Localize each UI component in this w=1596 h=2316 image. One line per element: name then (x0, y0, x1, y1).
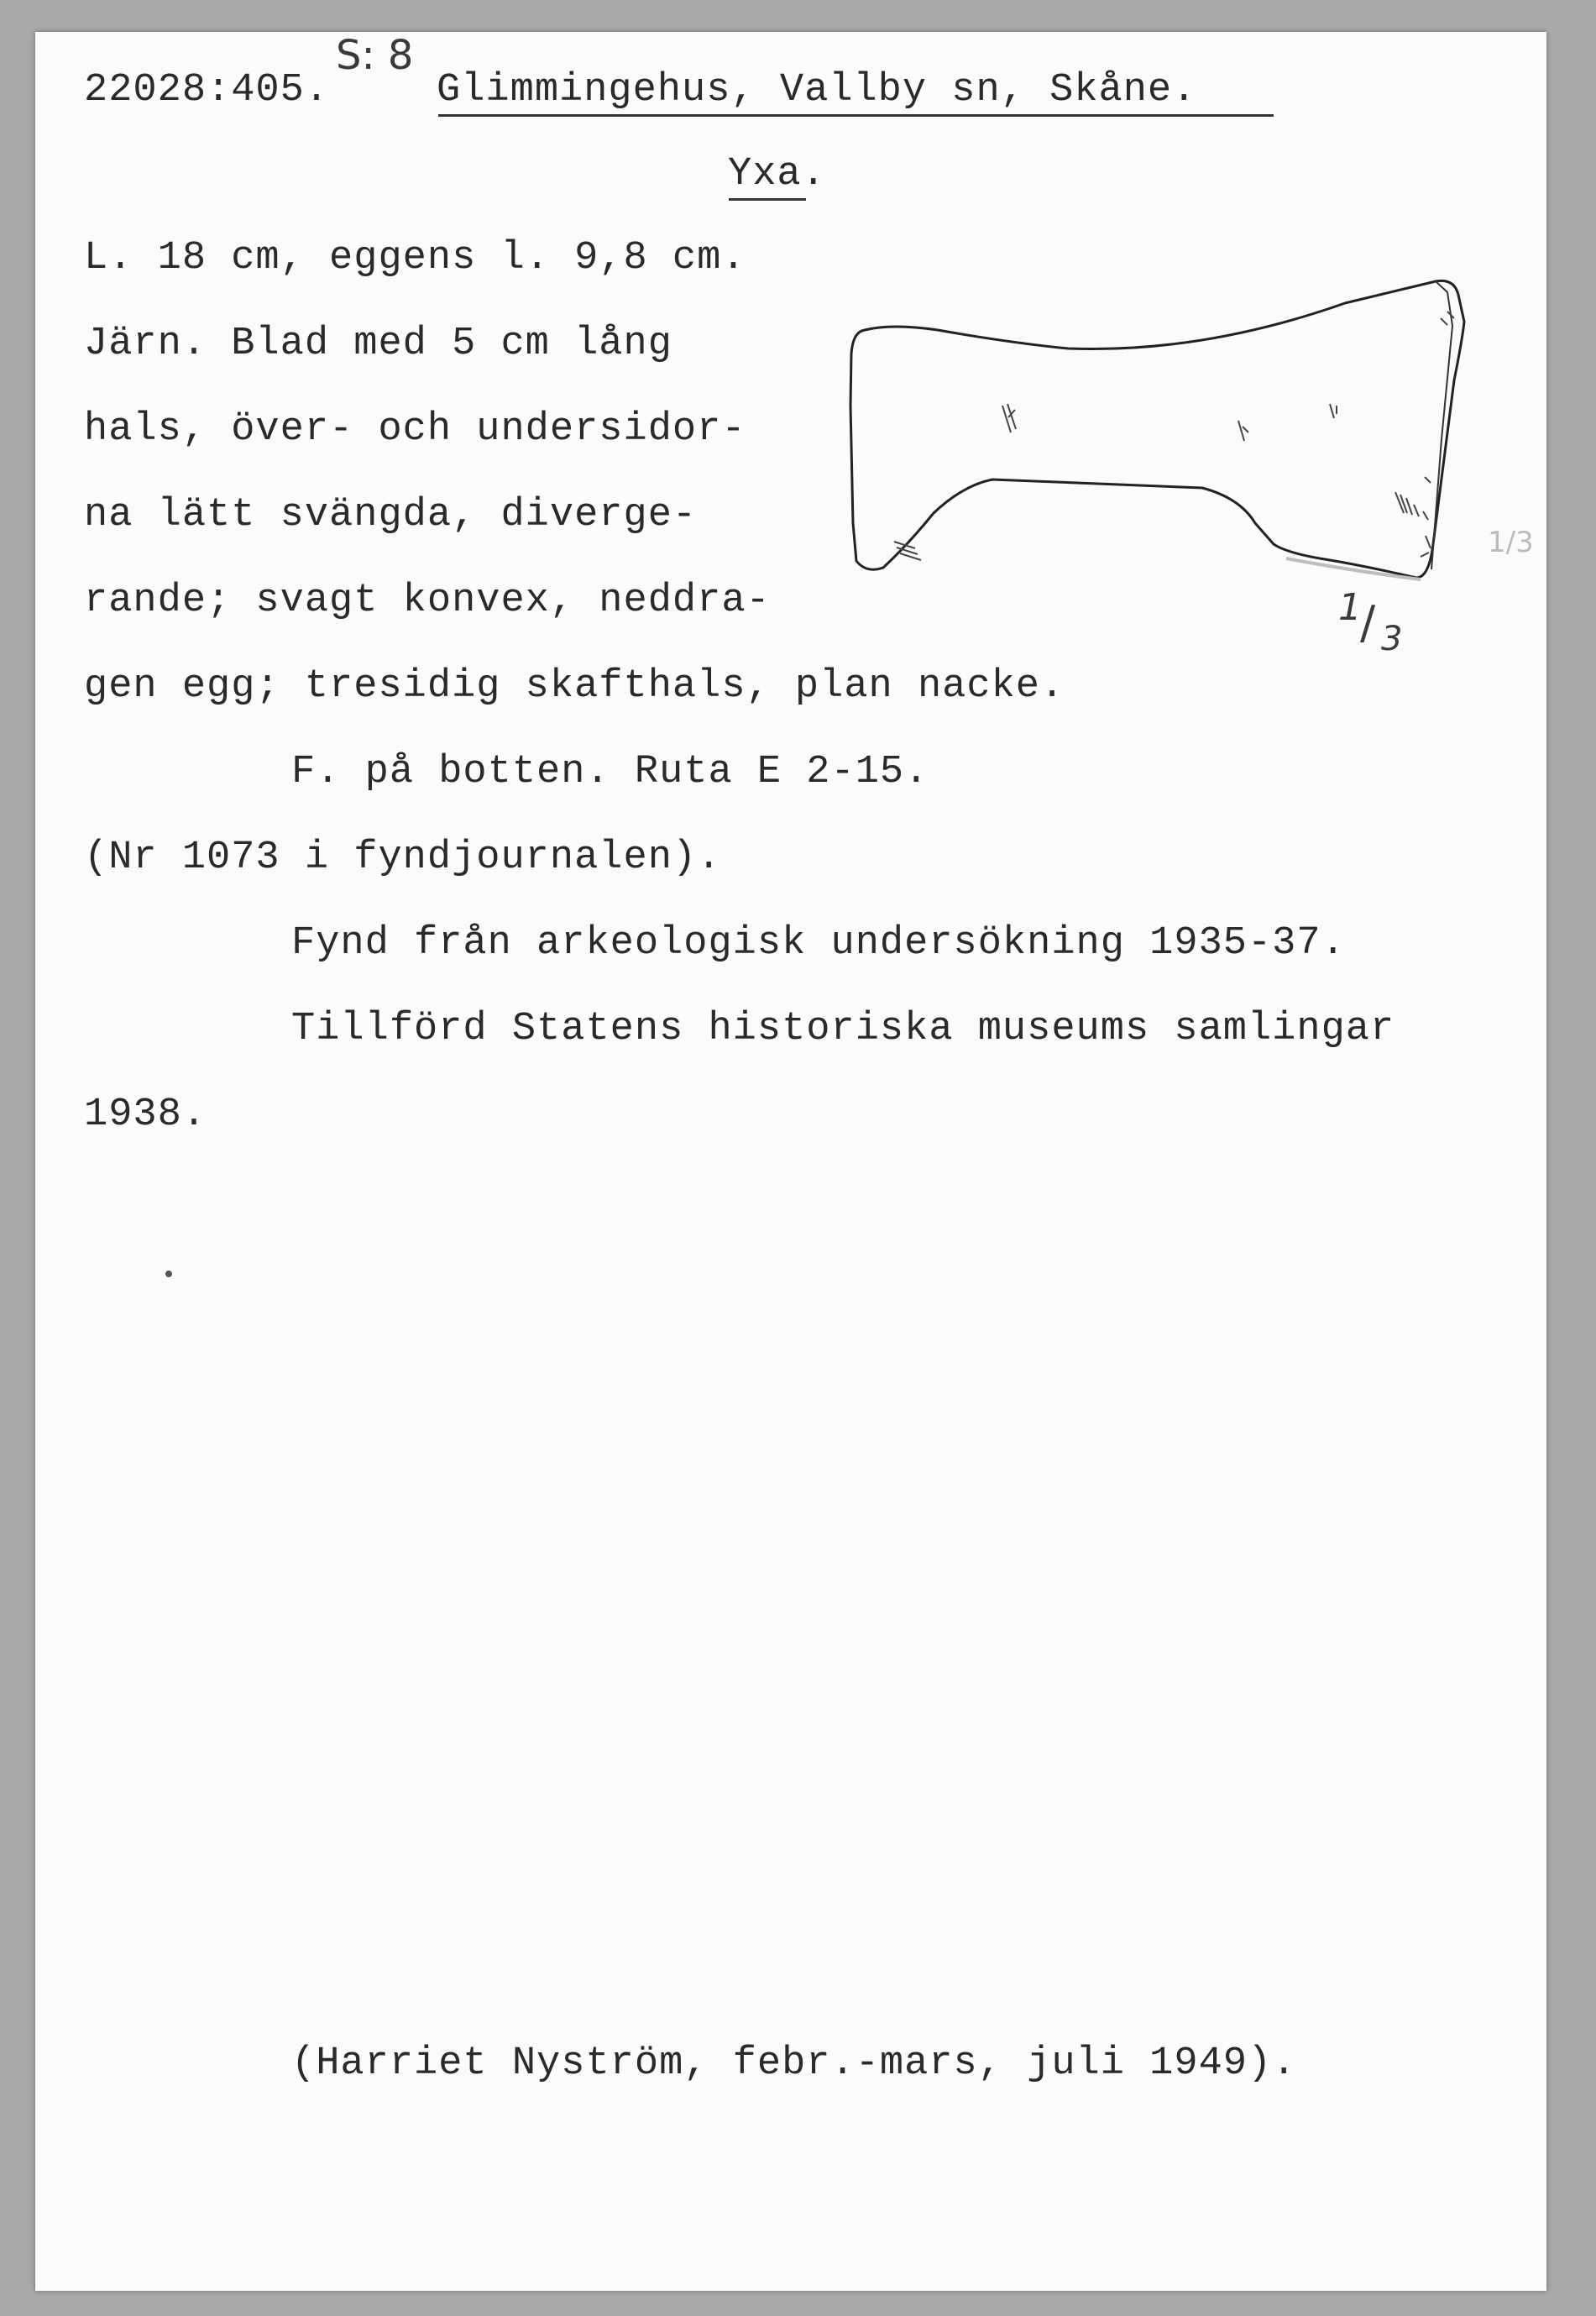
margin-scale-note: 1/3 (1488, 526, 1534, 559)
description-line: hals, över- och undersidor- (84, 407, 746, 452)
handwritten-note: S: 8 (336, 32, 414, 79)
location-underline (438, 114, 1274, 117)
location-heading: Glimmingehus, Vallby sn, Skåne. (437, 68, 1197, 113)
description-line: Järn. Blad med 5 cm lång (84, 322, 672, 366)
author-line: (Harriet Nyström, febr.-mars, juli 1949). (291, 2041, 1297, 2086)
axe-outline (850, 280, 1464, 578)
axe-shading (894, 312, 1454, 560)
excavation-line: Fynd från arkeologisk undersökning 1935-37. (291, 921, 1346, 966)
drawing-scale-denominator: 3 (1381, 620, 1403, 658)
accession-year: 1938. (84, 1093, 207, 1137)
accession-line: Tillförd Statens historiska museums samlingar (291, 1007, 1395, 1051)
axe-drawing (816, 246, 1488, 607)
object-type-heading: Yxa. (728, 152, 826, 196)
description-line: na lätt svängda, diverge- (84, 493, 698, 537)
description-line: rande; svagt konvex, neddra- (84, 579, 771, 623)
drawing-scale-slash: / (1360, 596, 1376, 649)
axe-cast-shadow (1286, 558, 1421, 579)
catalog-number: 22028:405. (84, 68, 330, 113)
catalog-card (35, 32, 1546, 2291)
ink-dot (165, 1271, 172, 1277)
description-line: gen egg; tresidig skafthals, plan nacke. (84, 664, 1065, 709)
object-type-underline (729, 198, 806, 201)
description-line: L. 18 cm, eggens l. 9,8 cm. (84, 236, 746, 280)
find-location-line: F. på botten. Ruta E 2-15. (291, 750, 929, 794)
find-journal-line: (Nr 1073 i fyndjournalen). (84, 836, 722, 880)
drawing-scale-numerator: 1 (1338, 586, 1362, 629)
